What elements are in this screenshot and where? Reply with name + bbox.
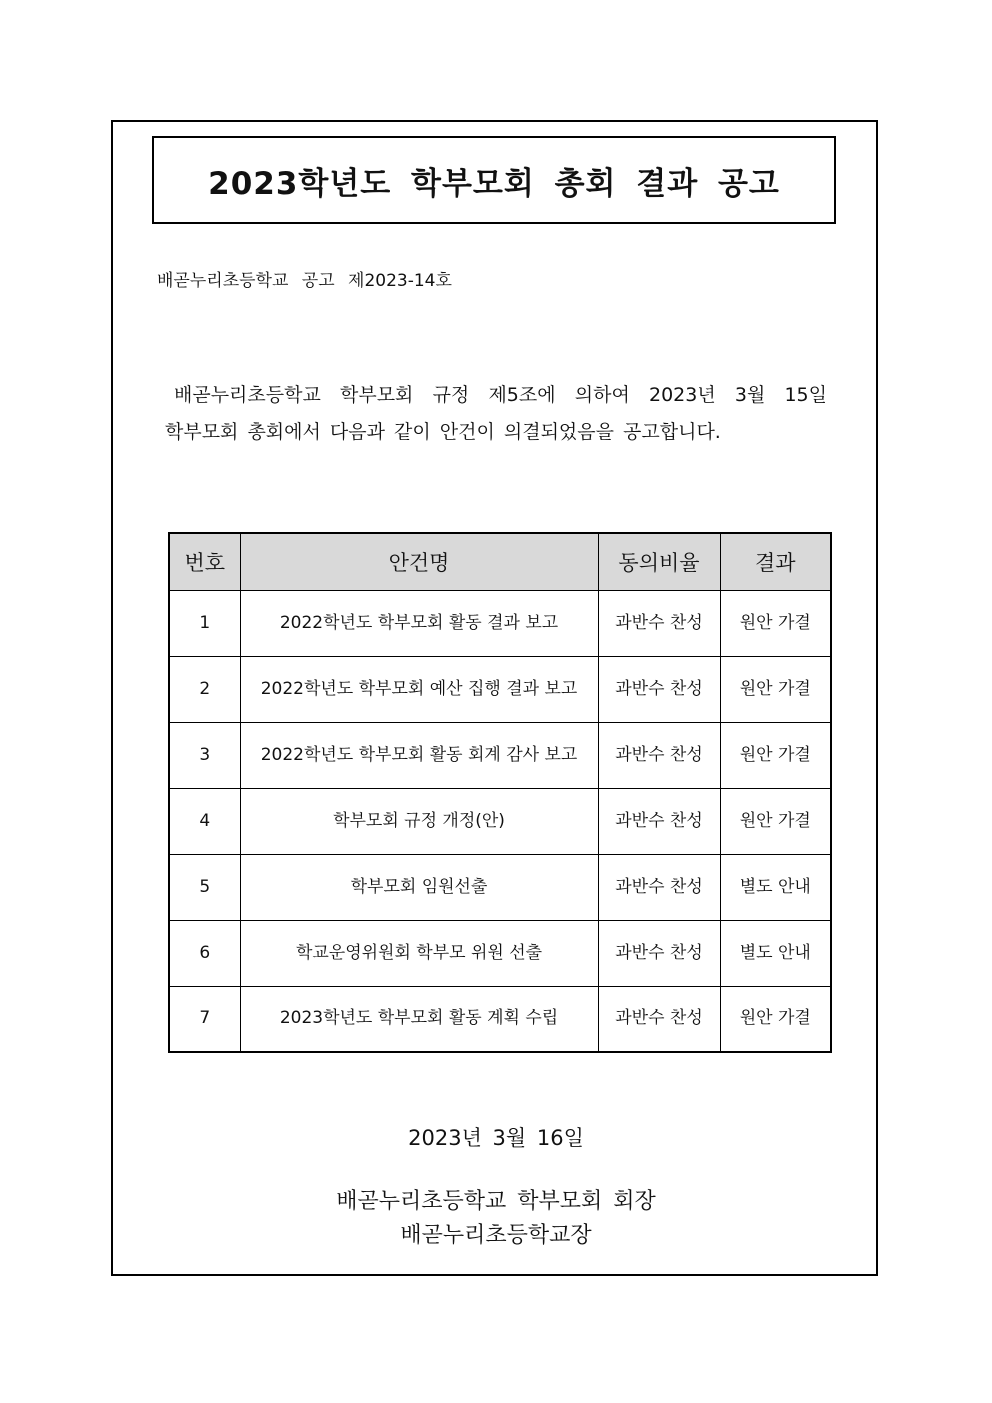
header-result: 결과 <box>720 533 831 590</box>
row-number: 3 <box>169 722 240 788</box>
document-title: 2023학년도 학부모회 총회 결과 공고 <box>208 165 780 202</box>
row-result: 원안 가결 <box>720 590 831 656</box>
row-result: 원안 가결 <box>720 788 831 854</box>
row-result: 별도 안내 <box>720 854 831 920</box>
table-row <box>169 656 831 722</box>
notice-number: 배곧누리초등학교 공고 제2023-14호 <box>157 271 452 291</box>
row-number: 1 <box>169 590 240 656</box>
row-approval: 과반수 찬성 <box>598 590 720 656</box>
row-number: 5 <box>169 854 240 920</box>
row-number: 2 <box>169 656 240 722</box>
row-agenda: 학교운영위원회 학부모 위원 선출 <box>240 920 598 986</box>
table-row <box>169 986 831 1052</box>
row-agenda: 2022학년도 학부모회 활동 결과 보고 <box>240 590 598 656</box>
table-row <box>169 788 831 854</box>
row-number: 7 <box>169 986 240 1052</box>
row-approval: 과반수 찬성 <box>598 788 720 854</box>
row-result: 원안 가결 <box>720 986 831 1052</box>
row-number: 6 <box>169 920 240 986</box>
row-result: 원안 가결 <box>720 722 831 788</box>
body-line-2: 학부모회 총회에서 다음과 같이 안건이 의결되었음을 공고합니다. <box>165 421 721 443</box>
row-agenda: 학부모회 임원선출 <box>240 854 598 920</box>
signatory-pta-president: 배곧누리초등학교 학부모회 회장 <box>336 1189 656 1214</box>
row-approval: 과반수 찬성 <box>598 722 720 788</box>
row-result: 원안 가결 <box>720 656 831 722</box>
header-number: 번호 <box>169 533 240 590</box>
row-approval: 과반수 찬성 <box>598 854 720 920</box>
row-agenda: 2022학년도 학부모회 예산 집행 결과 보고 <box>240 656 598 722</box>
table-row <box>169 854 831 920</box>
row-result: 별도 안내 <box>720 920 831 986</box>
row-agenda: 2022학년도 학부모회 활동 회계 감사 보고 <box>240 722 598 788</box>
row-approval: 과반수 찬성 <box>598 920 720 986</box>
row-approval: 과반수 찬성 <box>598 986 720 1052</box>
title-box <box>152 136 836 224</box>
agenda-table <box>168 532 832 1053</box>
row-agenda: 2023학년도 학부모회 활동 계획 수립 <box>240 986 598 1052</box>
body-paragraph <box>165 377 827 451</box>
header-approval-ratio: 동의비율 <box>598 533 720 590</box>
body-line-1: 배곧누리초등학교 학부모회 규정 제5조에 의하여 2023년 3월 15일 <box>174 384 827 406</box>
row-agenda: 학부모회 규정 개정(안) <box>240 788 598 854</box>
header-agenda: 안건명 <box>240 533 598 590</box>
row-approval: 과반수 찬성 <box>598 656 720 722</box>
table-row <box>169 590 831 656</box>
table-row <box>169 920 831 986</box>
table-row <box>169 722 831 788</box>
row-number: 4 <box>169 788 240 854</box>
signatory-principal: 배곧누리초등학교장 <box>400 1223 592 1248</box>
notice-date: 2023년 3월 16일 <box>408 1126 584 1150</box>
table-header-row <box>169 533 831 590</box>
